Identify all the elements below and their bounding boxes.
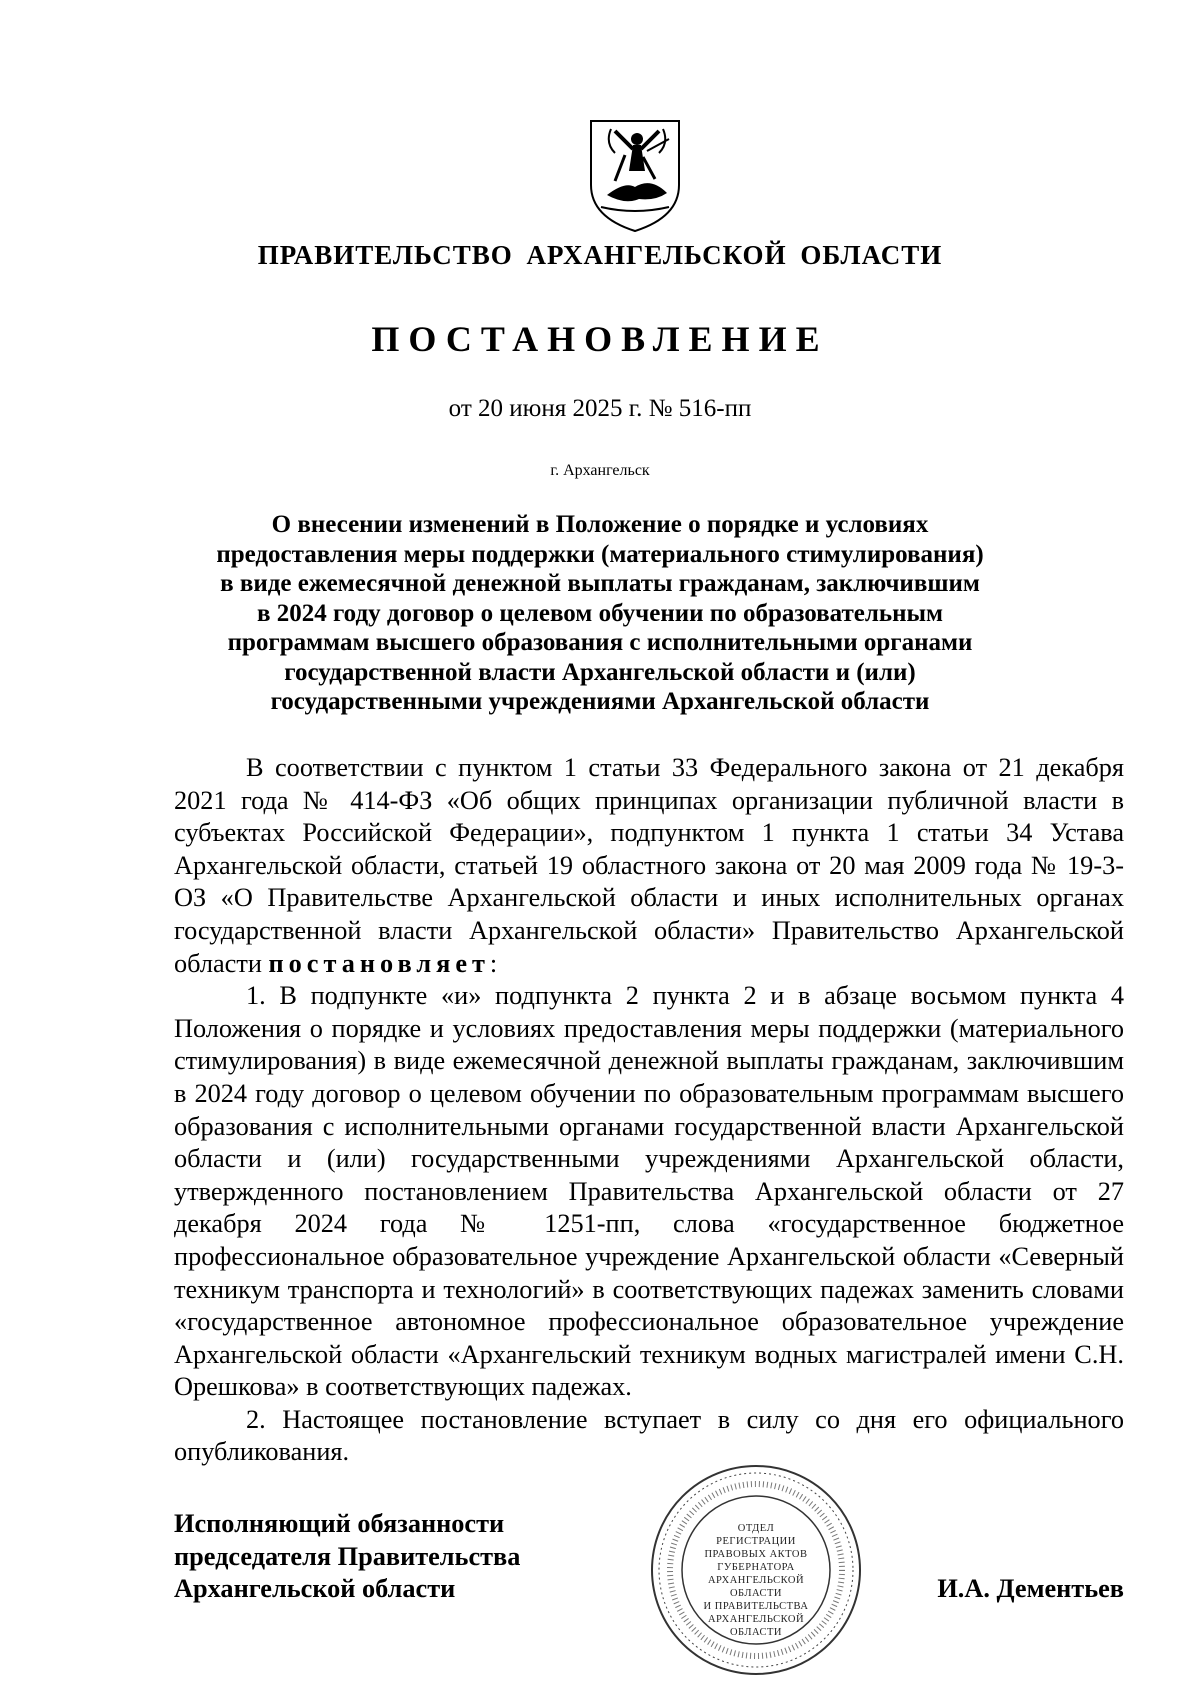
decree-suffix: : — [489, 948, 498, 978]
document-city: г. Архангельск — [550, 462, 650, 479]
item-2-paragraph: 2. Настоящее постановление вступает в силу со дня его официального опубликования. — [174, 1404, 1124, 1467]
signer-name: И.А. Дементьев — [937, 1574, 1124, 1603]
archangel-coat-of-arms-icon — [585, 115, 685, 235]
subject-line: О внесении изменений в Положение о порядке и условиях — [271, 511, 929, 538]
preamble-paragraph — [174, 752, 1124, 980]
signer-title — [174, 1508, 594, 1606]
subject-line: государственными учреждениями Архангельской области — [270, 688, 930, 715]
decree-word: постановляет — [268, 948, 490, 978]
stamp-line: РЕГИСТРАЦИИ — [716, 1536, 796, 1547]
document-date-number: от 20 июня 2025 г. № 516-пп — [448, 395, 752, 422]
subject-line: предоставления меры поддержки (материального стимулирования) — [216, 540, 984, 568]
stamp-line: ОТДЕЛ — [737, 1523, 775, 1534]
subject-line: в 2024 году договор о целевом обучении по образовательным — [256, 599, 944, 627]
signer-title-line: председателя Правительства — [174, 1541, 521, 1571]
document-type: ПОСТАНОВЛЕНИЕ — [371, 319, 829, 359]
stamp-line: И ПРАВИТЕЛЬСТВА — [703, 1601, 809, 1612]
subject-line: в виде ежемесячной денежной выплаты гражданам, заключившим — [220, 570, 980, 597]
stamp-line: ПРАВОВЫХ АКТОВ — [704, 1549, 808, 1560]
preamble-text: В соответствии с пунктом 1 статьи 33 Федерального закона от 21 декабря 2021 года № 414-ФЗ «Об общих принципах организации публичной власти в субъектах Российской Федерации», подпунктом 1 пункта 1 статьи 34 Устава Архангельской области, статьей 19 областного закона от 20 мая 2009 года № 19-3-ОЗ «О Правительстве Архангельской области и иных исполнительных органах государственной власти Архангельской области» Правительство Архангельской области — [174, 753, 1124, 978]
document-body — [174, 752, 1124, 1469]
document-subject — [170, 510, 1030, 717]
stamp-line: АРХАНГЕЛЬСКОЙ — [707, 1575, 805, 1586]
government-name: ПРАВИТЕЛЬСТВО АРХАНГЕЛЬСКОЙ ОБЛАСТИ — [257, 240, 943, 270]
stamp-line: ОБЛАСТИ — [729, 1627, 783, 1638]
stamp-line: АРХАНГЕЛЬСКОЙ — [707, 1614, 805, 1625]
subject-line: государственной власти Архангельской области и (или) — [284, 658, 916, 686]
item-1-paragraph: 1. В подпункте «и» подпункта 2 пункта 2 и в абзаце восьмом пункта 4 Положения о порядке и условиях предоставления меры поддержки (материального стимулирования) в виде ежемесячной денежной выплаты гражданам, заключившим в 2024 году договор о целевом обучении по образовательным программам высшего образования с исполнительными органами государственной власти Архангельской области и (или) государственными учреждениями Архангельской области, утвержденного постановлением Правительства Архангельской области от 27 декабря 2024 года № 1251-пп, слова «государственное бюджетное профессиональное образовательное учреждение Архангельской области «Северный техникум транспорта и технологий» в соответствующих падежах заменить словами «государственное автономное профессиональное образовательное учреждение Архангельской области «Архангельский техникум водных магистралей имени С.Н. Орешкова» в соответствующих падежах. — [174, 981, 1124, 1402]
stamp-line: ОБЛАСТИ — [729, 1588, 783, 1599]
official-round-stamp-icon — [648, 1462, 864, 1678]
subject-line: программам высшего образования с исполнительными органами — [227, 629, 973, 656]
signer-title-line: Архангельской области — [174, 1574, 456, 1603]
stamp-text — [648, 1522, 864, 1639]
signer-title-line: Исполняющий обязанности — [174, 1509, 505, 1538]
stamp-line: ГУБЕРНАТОРА — [717, 1562, 795, 1573]
